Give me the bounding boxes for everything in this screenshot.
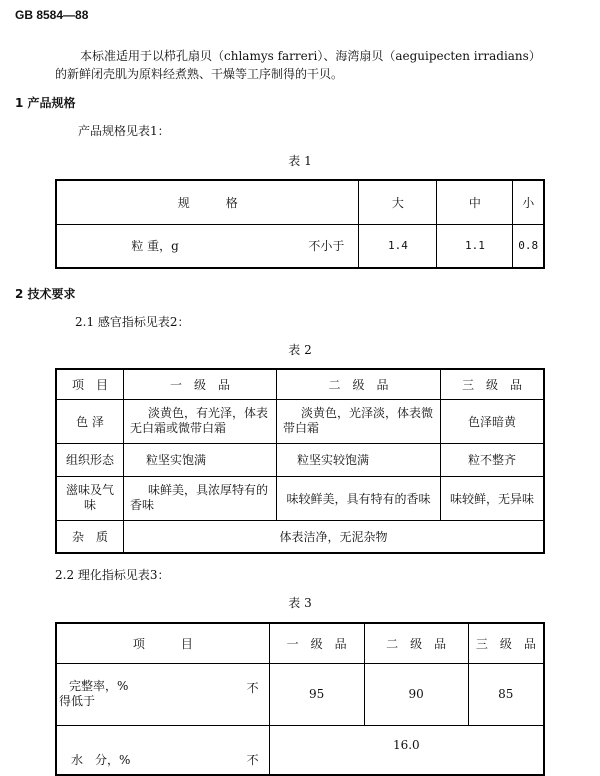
t2-header-g1: 一 级 品 xyxy=(124,369,277,399)
t3-row-2-cond: 不 xyxy=(234,725,269,775)
t2-row-1-g1: 淡黄色，有光泽，体表无白霜或微带白霜 xyxy=(124,399,277,443)
section-1-title: 1 产品规格 xyxy=(15,96,76,110)
t2-row-3-g1: 味鲜美，具浓厚特有的香味 xyxy=(124,476,277,520)
t3-row-1-cond: 不 xyxy=(234,663,269,725)
t1-row-small: 0.8 xyxy=(513,224,544,268)
t1-row-medium: 1.1 xyxy=(437,224,513,268)
t2-row-2-g2: 粒坚实较饱满 xyxy=(277,443,441,476)
t3-row-1-g2: 90 xyxy=(364,663,468,725)
t3-header-g2: 二 级 品 xyxy=(364,623,468,663)
t2-row-1-g3: 色泽暗黄 xyxy=(441,399,545,443)
t2-header-g2: 二 级 品 xyxy=(277,369,441,399)
intro-line-1: 本标准适用于以栉孔扇贝（chlamys farreri）、海湾扇贝（aeguipecten irradians） xyxy=(80,49,541,63)
t2-row-1-item: 色 泽 xyxy=(56,399,124,443)
table-2 xyxy=(55,368,545,554)
section-2-title: 2 技术要求 xyxy=(15,287,76,301)
t3-row-1-label: 完整率，% 得低于 xyxy=(56,663,234,725)
section-2-2: 2.2 理化指标见表3： xyxy=(55,568,170,582)
t2-row-3-g3: 味较鲜，无异味 xyxy=(441,476,545,520)
section-1-para: 产品规格见表1： xyxy=(78,124,170,138)
t3-header-g3: 三 级 品 xyxy=(468,623,544,663)
t2-row-3-item: 滋味及气味 xyxy=(56,476,124,520)
section-2-1: 2.1 感官指标见表2： xyxy=(75,315,190,329)
t1-header-small: 小 xyxy=(513,180,544,224)
t1-row-cond: 不小于 xyxy=(217,224,359,268)
intro-line-2: 的新鲜闭壳肌为原料经煮熟、干燥等工序制得的干贝。 xyxy=(55,67,344,81)
t2-header-g3: 三 级 品 xyxy=(441,369,545,399)
t3-header-g1: 一 级 品 xyxy=(269,623,364,663)
table-3-caption: 表 3 xyxy=(288,596,312,610)
t2-row-2-item: 组织形态 xyxy=(56,443,124,476)
t3-row-1-g3: 85 xyxy=(468,663,544,725)
t1-header-large: 大 xyxy=(359,180,437,224)
table-2-caption: 表 2 xyxy=(288,343,312,357)
table-1 xyxy=(55,179,545,269)
t2-row-2-g3: 粒不整齐 xyxy=(441,443,545,476)
t1-header-medium: 中 xyxy=(437,180,513,224)
t2-row-3-g2: 味较鲜美，具有特有的香味 xyxy=(277,476,441,520)
t3-row-2-value: 16.0 xyxy=(269,725,544,775)
t2-row-4-value: 体表洁净，无泥杂物 xyxy=(124,520,545,553)
t2-header-item: 项 目 xyxy=(56,369,124,399)
t2-row-2-g1: 粒坚实饱满 xyxy=(124,443,277,476)
t3-row-1-g1: 95 xyxy=(269,663,364,725)
t1-row-label: 粒 重，g xyxy=(56,224,217,268)
t3-row-2-label: 水 分，% xyxy=(56,725,234,775)
table-1-caption: 表 1 xyxy=(288,154,312,168)
t3-header-item: 项 目 xyxy=(56,623,269,663)
t1-header-spec: 规 格 xyxy=(56,180,359,224)
t2-row-4-item: 杂 质 xyxy=(56,520,124,553)
table-3 xyxy=(55,622,545,776)
standard-code: GB 8584—88 xyxy=(15,8,89,22)
t1-row-large: 1.4 xyxy=(359,224,437,268)
t2-row-1-g2: 淡黄色，光泽淡，体表微带白霜 xyxy=(277,399,441,443)
